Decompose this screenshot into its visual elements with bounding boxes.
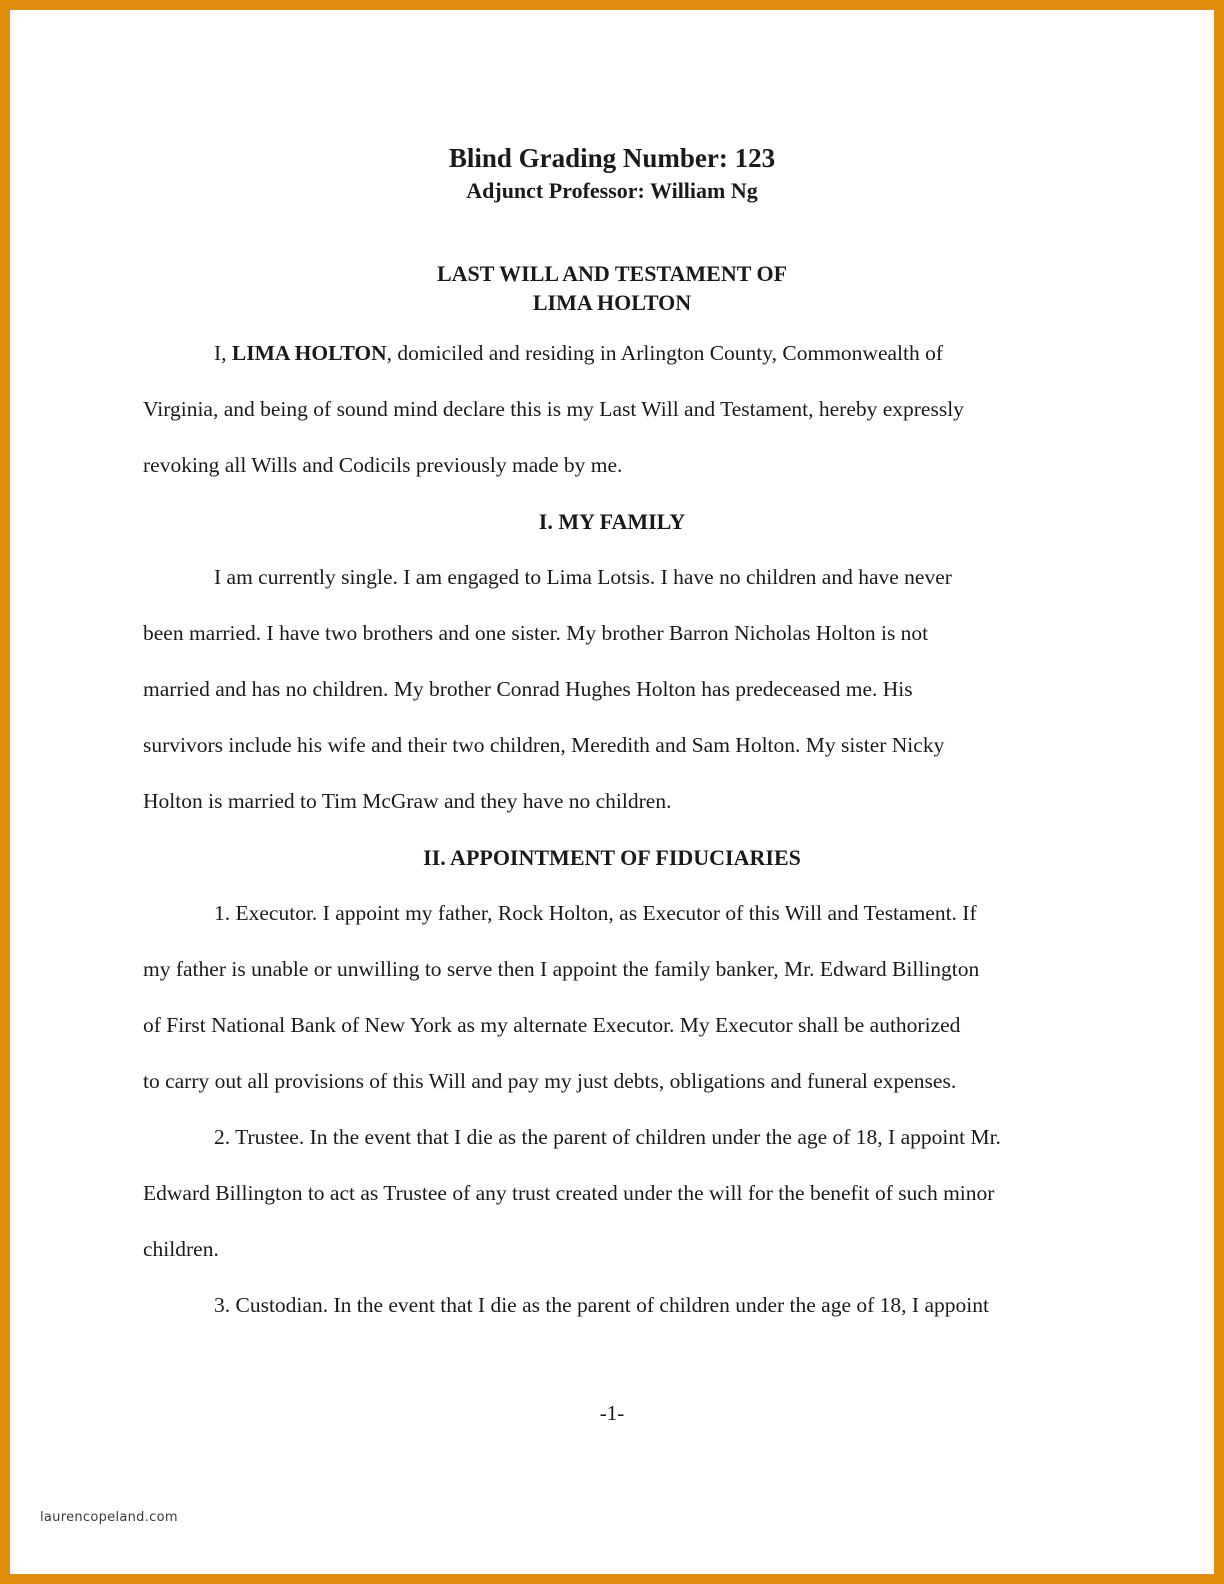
document-page xyxy=(10,10,1214,1574)
fiduciaries-line-5: 2. Trustee. In the event that I die as the parent of children under the age of 18, I appoint Mr. xyxy=(214,1125,1001,1149)
intro-rest: , domiciled and residing in Arlington County, Commonwealth of xyxy=(386,341,944,365)
fiduciaries-line-2: my father is unable or unwilling to serve then I appoint the family banker, Mr. Edward Billington xyxy=(143,957,980,981)
family-line-4: survivors include his wife and their two children, Meredith and Sam Holton. My sister Nicky xyxy=(143,733,945,757)
family-line-1: I am currently single. I am engaged to Lima Lotsis. I have no children and have never xyxy=(214,565,952,589)
intro-line-3: revoking all Wills and Codicils previously made by me. xyxy=(143,453,623,477)
fiduciaries-line-4: to carry out all provisions of this Will and pay my just debts, obligations and funeral expenses. xyxy=(143,1069,957,1093)
fiduciaries-line-8: 3. Custodian. In the event that I die as the parent of children under the age of 18, I appoint xyxy=(214,1293,989,1317)
fiduciaries-line-6: Edward Billington to act as Trustee of any trust created under the will for the benefit of such minor xyxy=(143,1181,995,1205)
adjunct-professor: Adjunct Professor: William Ng xyxy=(466,178,758,203)
intro-prefix: I, xyxy=(214,341,232,365)
page-frame xyxy=(10,10,1214,1574)
document-title-line1: LAST WILL AND TESTAMENT OF xyxy=(436,261,788,286)
section-heading-family: I. MY FAMILY xyxy=(538,509,686,534)
family-line-2: been married. I have two brothers and one sister. My brother Barron Nicholas Holton is not xyxy=(143,621,929,645)
testator-name: LIMA HOLTON xyxy=(231,341,387,365)
page-number: -1- xyxy=(599,1401,625,1425)
fiduciaries-line-1: 1. Executor. I appoint my father, Rock Holton, as Executor of this Will and Testament. If xyxy=(214,901,977,925)
fiduciaries-line-3: of First National Bank of New York as my alternate Executor. My Executor shall be authorized xyxy=(143,1013,961,1037)
document-title-line2: LIMA HOLTON xyxy=(532,290,692,315)
family-line-3: married and has no children. My brother Conrad Hughes Holton has predeceased me. His xyxy=(143,677,913,701)
intro-line-1 xyxy=(214,341,943,366)
family-line-5: Holton is married to Tim McGraw and they have no children. xyxy=(143,789,672,813)
blind-grading-number: Blind Grading Number: 123 xyxy=(448,143,776,173)
section-heading-fiduciaries: II. APPOINTMENT OF FIDUCIARIES xyxy=(423,845,801,870)
watermark: laurencopeland.com xyxy=(40,1510,178,1525)
fiduciaries-line-7: children. xyxy=(143,1237,219,1261)
intro-line-2: Virginia, and being of sound mind declare this is my Last Will and Testament, hereby expressly xyxy=(143,397,964,421)
